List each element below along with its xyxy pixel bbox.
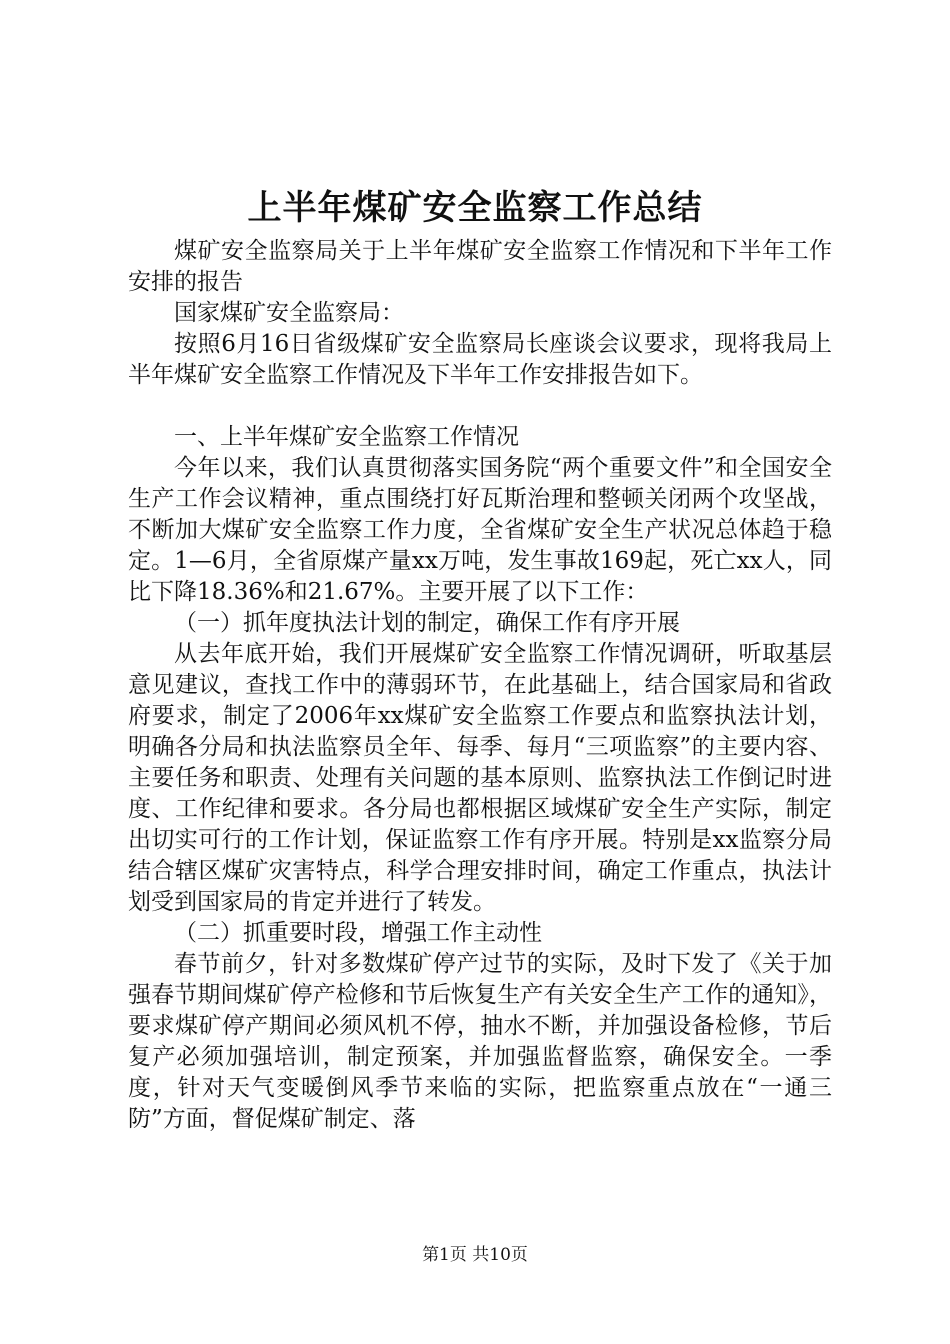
- page-footer: 第1页 共10页: [422, 1245, 528, 1265]
- body-paragraph: 春节前夕，针对多数煤矿停产过节的实际，及时下发了《关于加强春节期间煤矿停产检修和节后恢复生产有关安全生产工作的通知》，要求煤矿停产期间必须风机不停，抽水不断，并加强设备检修，节后复产必须加强培训，制定预案，并加强监督监察，确保安全。一季度，针对天气变暖倒风季节来临的实际，把监察重点放在“一通三防”方面，督促煤矿制定、落: [128, 951, 832, 1132]
- intro-paragraph: 按照6月16日省级煤矿安全监察局长座谈会议要求，现将我局上半年煤矿安全监察工作情况及下半年工作安排报告如下。: [128, 331, 832, 388]
- subsection-heading: （二）抓重要时段，增强工作主动性: [174, 920, 542, 946]
- report-heading-paragraph: 煤矿安全监察局关于上半年煤矿安全监察工作情况和下半年工作安排的报告: [128, 238, 832, 295]
- recipient-line: 国家煤矿安全监察局：: [174, 300, 404, 326]
- subsection-heading: （一）抓年度执法计划的制定，确保工作有序开展: [174, 610, 680, 636]
- section-heading: 一、上半年煤矿安全监察工作情况: [174, 424, 519, 450]
- document-title: 上半年煤矿安全监察工作总结: [247, 188, 703, 228]
- body-paragraph: 今年以来，我们认真贯彻落实国务院“两个重要文件”和全国安全生产工作会议精神，重点围绕打好瓦斯治理和整顿关闭两个攻坚战，不断加大煤矿安全监察工作力度，全省煤矿安全生产状况总体趋于稳定。1—6月，全省原煤产量xx万吨，发生事故169起，死亡xx人，同比下降18.36%和21.67%。主要开展了以下工作：: [128, 455, 832, 605]
- document-body: [128, 236, 832, 1135]
- body-paragraph: 从去年底开始，我们开展煤矿安全监察工作情况调研，听取基层意见建议，查找工作中的薄弱环节，在此基础上，结合国家局和省政府要求，制定了2006年xx煤矿安全监察工作要点和监察执法计划，明确各分局和执法监察员全年、每季、每月“三项监察”的主要内容、主要任务和职责、处理有关问题的基本原则、监察执法工作倒记时进度、工作纪律和要求。各分局也都根据区域煤矿安全生产实际，制定出切实可行的工作计划，保证监察工作有序开展。特别是xx监察分局结合辖区煤矿灾害特点，科学合理安排时间，确定工作重点，执法计划受到国家局的肯定并进行了转发。: [128, 641, 832, 915]
